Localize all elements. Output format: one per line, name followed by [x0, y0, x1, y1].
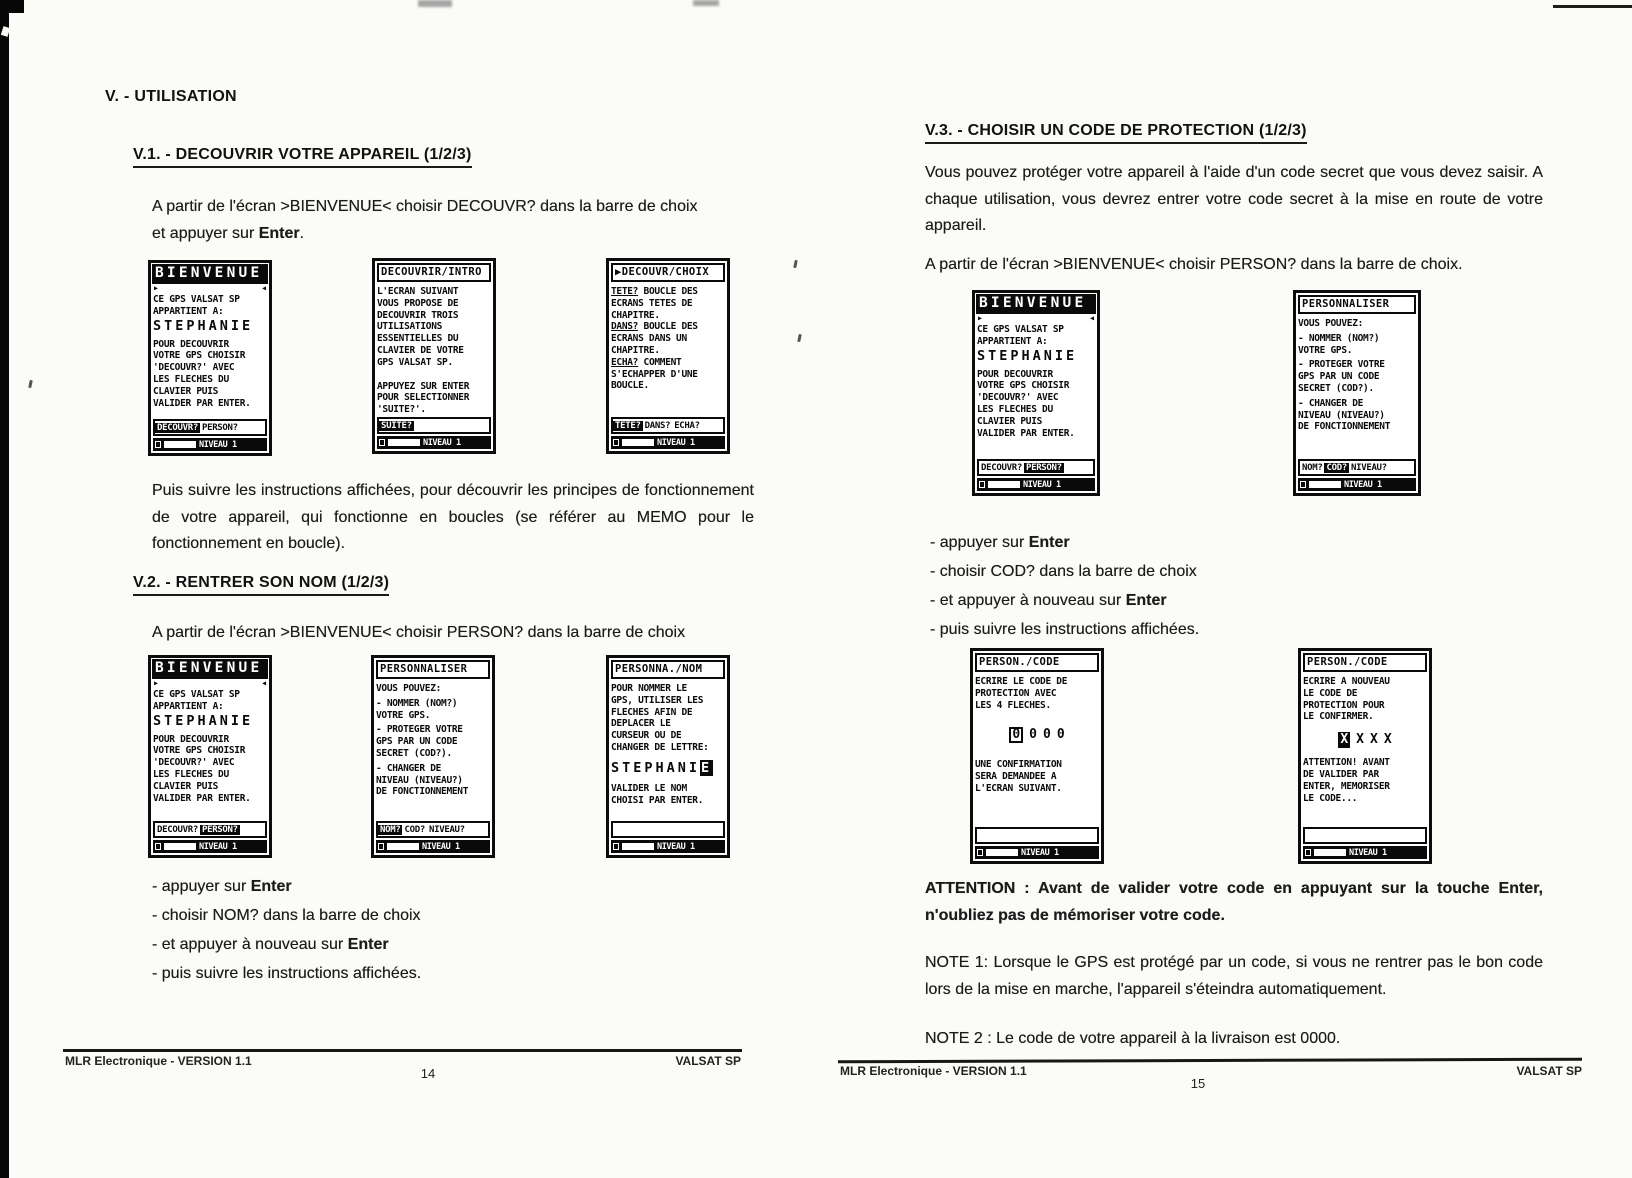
lcd-scroll-arrows: [154, 285, 266, 292]
choice-tete: TETE?: [615, 420, 641, 431]
bullet-item: [930, 557, 1199, 586]
scan-edge-strip: [0, 0, 9, 1178]
footer-brand: MLR Electronique - VERSION 1.1: [65, 1054, 252, 1068]
lcd-line: - NOMMER (NOM?): [376, 697, 458, 709]
lcd-line: - CHANGER DE: [1298, 397, 1364, 409]
lcd-title: PERSONNA./NOM: [611, 660, 725, 679]
choice-bar: [377, 417, 491, 434]
lcd-line: CURSEUR OU DE: [611, 730, 682, 742]
footer-rule: [838, 1058, 1582, 1064]
choice-person: PERSON?: [201, 824, 238, 835]
code-char: X: [1340, 732, 1349, 748]
progress-bar: [164, 843, 196, 850]
lcd-body: [153, 292, 267, 419]
scan-tick: [797, 334, 802, 342]
lcd-line: DEPLACER LE: [611, 718, 671, 730]
choice-echa: ECHA?: [674, 420, 700, 431]
lcd-line: CLAVIER PUIS: [153, 780, 219, 792]
lcd-line: VOUS PROPOSE DE: [377, 297, 459, 309]
lcd-line: VALIDER PAR ENTER.: [153, 792, 251, 804]
progress-bar: [988, 481, 1020, 488]
lcd-line: PROTECTION POUR: [1303, 699, 1385, 711]
status-bar: [377, 436, 491, 449]
footer-product: VALSAT SP: [675, 1054, 741, 1068]
lcd-line: - PROTEGER VOTRE: [1298, 359, 1385, 371]
lcd-line: CHAPITRE.: [611, 309, 660, 321]
status-label: NIVEAU 1: [199, 439, 237, 450]
lcd-line: DE VALIDER PAR: [1303, 768, 1379, 780]
lcd-line: - PROTEGER VOTRE: [376, 724, 463, 736]
attention-paragraph: ATTENTION : Avant de valider votre code en appuyant sur la touche Enter, n'oubliez pas de mémoriser votre code.: [925, 880, 1543, 924]
v1-intro-line1: A partir de l'écran >BIENVENUE< choisir DECOUVR? dans la barre de choix: [152, 198, 698, 215]
enter-key-label: Enter: [1125, 592, 1167, 609]
v3-paragraph-1: Vous pouvez protéger votre appareil à l'aide d'un code secret que vous devez saisir. A chaque utilisation, vous devrez entrer votre code secret à la mise en route de votre appareil.: [925, 164, 1543, 234]
code-char: 0: [1009, 727, 1023, 743]
lcd-title: PERSON./CODE: [975, 653, 1099, 672]
lcd-line: POUR SELECTIONNER: [377, 392, 470, 404]
lcd-line: ECRIRE A NOUVEAU: [1303, 676, 1390, 687]
bullet-item: [152, 872, 421, 901]
lcd-line: VALIDER PAR ENTER.: [977, 427, 1075, 439]
battery-icon: [378, 843, 384, 850]
choice-decouvr: DECOUVR?: [157, 824, 198, 835]
choice-niveau: NIVEAU?: [1350, 462, 1387, 473]
scan-tick: [793, 260, 798, 268]
enter-key-label: Enter: [1028, 534, 1070, 551]
lcd-body: [153, 687, 267, 821]
lcd-line: CE GPS VALSAT SP: [153, 294, 240, 305]
v2-bullet-list: [152, 872, 421, 988]
lcd-line: VALIDER PAR ENTER.: [153, 397, 251, 409]
code-char: 0: [1043, 727, 1051, 743]
lcd-line: ECRANS TETES DE: [611, 297, 693, 309]
battery-icon: [379, 439, 385, 446]
progress-bar: [164, 441, 196, 448]
v1-intro-line2: et appuyer sur: [152, 224, 259, 242]
lcd-line: GPS PAR UN CODE: [1298, 371, 1380, 383]
lcd-line: ESSENTIELLES DU: [377, 333, 459, 345]
lcd-screen-bienvenue-v2: [148, 655, 272, 858]
lcd-body: [1298, 316, 1416, 459]
lcd-gap: [975, 743, 1099, 759]
choice-dans: DANS?: [644, 420, 671, 431]
lcd-line: APPARTIENT A:: [153, 305, 224, 317]
lcd-title: BIENVENUE: [976, 294, 1096, 314]
lcd-title: BIENVENUE: [152, 659, 268, 679]
v1-intro: [152, 194, 756, 247]
v3-paragraph-2: A partir de l'écran >BIENVENUE< choisir PERSON? dans la barre de choix.: [925, 256, 1463, 273]
lcd-line: S'ECHAPPER D'UNE: [611, 368, 698, 380]
footer-product: VALSAT SP: [1516, 1064, 1582, 1078]
battery-icon: [155, 441, 161, 448]
note-2: NOTE 2 : Le code de votre appareil à la livraison est 0000.: [925, 1030, 1341, 1047]
bullet-item: [930, 586, 1199, 615]
lcd-line: 'DECOUVR?' AVEC: [153, 757, 235, 769]
code-char: X: [1383, 732, 1392, 748]
status-label: NIVEAU 1: [1023, 479, 1061, 490]
code-char: 0: [1056, 727, 1065, 743]
status-label: NIVEAU 1: [657, 437, 695, 448]
progress-bar: [388, 439, 420, 446]
lcd-line: FLECHES AFIN DE: [611, 706, 693, 718]
lcd-gap: [975, 711, 1099, 727]
lcd-line: VOTRE GPS CHOISIR: [977, 380, 1070, 392]
choice-bar: [153, 821, 267, 838]
lcd-body: [376, 681, 490, 821]
lcd-body: [975, 674, 1099, 827]
choice-bar: [611, 821, 725, 838]
lcd-line: 'DECOUVR?' AVEC: [153, 362, 235, 374]
v3-bullet-list: [930, 528, 1199, 644]
lcd-keyword: DANS?: [611, 321, 639, 333]
lcd-screen-personna-nom: [606, 655, 730, 858]
lcd-line: NIVEAU (NIVEAU?): [376, 774, 463, 786]
bullet-text: - et appuyer à nouveau sur: [930, 592, 1126, 609]
lcd-line: POUR NOMMER LE: [611, 683, 687, 694]
choice-nom: NOM?: [380, 824, 401, 835]
lcd-keyword: ECHA?: [611, 356, 639, 368]
lcd-line: GPS PAR UN CODE: [376, 736, 458, 748]
lcd-screen-bienvenue-v1: [148, 260, 272, 456]
v3-heading: V.3. - CHOISIR UN CODE DE PROTECTION (1/2/3): [925, 122, 1307, 144]
v2-heading: V.2. - RENTRER SON NOM (1/2/3): [133, 574, 389, 596]
lcd-line: CE GPS VALSAT SP: [153, 689, 240, 700]
bullet-item: [930, 528, 1199, 557]
progress-bar: [986, 849, 1018, 856]
battery-icon: [1305, 849, 1311, 856]
lcd-title: ▶DECOUVR/CHOIX: [611, 263, 725, 282]
battery-icon: [979, 481, 985, 488]
lcd-line: CLAVIER DE VOTRE: [377, 344, 464, 356]
lcd-gap: [1303, 748, 1427, 757]
battery-icon: [613, 843, 619, 850]
status-label: NIVEAU 1: [1349, 847, 1387, 858]
lcd-keyword: TETE?: [611, 286, 639, 297]
status-bar: [153, 840, 267, 853]
lcd-screen-person-code-confirm: [1298, 648, 1432, 864]
enter-key-label: Enter: [258, 224, 300, 242]
lcd-screen-decouvr-choix: [606, 258, 730, 454]
choice-niveau: NIVEAU?: [428, 824, 465, 835]
lcd-line: ATTENTION! AVANT: [1303, 757, 1390, 769]
choice-bar: [376, 821, 490, 838]
choice-suite: SUITE?: [381, 420, 412, 431]
status-label: NIVEAU 1: [1344, 479, 1382, 490]
choice-cod: COD?: [404, 824, 425, 835]
lcd-line: PROTECTION AVEC: [975, 687, 1057, 699]
lcd-line: CHOISI PAR ENTER.: [611, 794, 704, 806]
lcd-line: DANS? BOUCLE DES: [611, 321, 698, 333]
lcd-line: - CHANGER DE: [376, 762, 442, 774]
code-char: X: [1370, 732, 1378, 748]
lcd-line: - NOMMER (NOM?): [1298, 332, 1380, 344]
lcd-line: ECRANS DANS UN: [611, 333, 687, 345]
lcd-line: POUR DECOUVRIR: [153, 338, 229, 350]
lcd-line: L'ECRAN SUIVANT.: [975, 782, 1062, 794]
bullet-text: - puis suivre les instructions affichées.: [930, 621, 1200, 638]
scan-top-right-line: [1553, 5, 1632, 8]
lcd-line: VOUS POUVEZ:: [376, 683, 442, 694]
lcd-line: GPS VALSAT SP.: [377, 356, 453, 368]
lcd-screen-decouvrir-intro: [372, 258, 496, 454]
section-title: V. - UTILISATION: [105, 88, 237, 105]
choice-person: PERSON?: [201, 422, 238, 433]
lcd-line: APPARTIENT A:: [977, 335, 1048, 347]
lcd-line: VOTRE GPS CHOISIR: [153, 745, 246, 757]
choice-bar: [1303, 827, 1427, 844]
arrow-left-icon: ◀: [262, 679, 266, 687]
lcd-line: VOTRE GPS CHOISIR: [153, 350, 246, 362]
bullet-text: - appuyer sur: [930, 534, 1029, 551]
lcd-line: DE FONCTIONNEMENT: [376, 786, 469, 798]
choice-decouvr: DECOUVR?: [157, 422, 198, 433]
choice-bar: [977, 459, 1095, 476]
lcd-body: [611, 681, 725, 821]
lcd-line: VOTRE GPS.: [1298, 344, 1353, 356]
v1-heading: V.1. - DECOUVRIR VOTRE APPAREIL (1/2/3): [133, 146, 472, 168]
status-bar: [975, 846, 1099, 859]
lcd-screen-person-code-entry: [970, 648, 1104, 864]
enter-key-label: Enter: [250, 878, 292, 895]
lcd-line: ENTER, MEMORISER: [1303, 780, 1390, 792]
lcd-line: VALIDER LE NOM: [611, 782, 687, 794]
lcd-line: SERA DEMANDEE A: [975, 771, 1057, 783]
bullet-item: [930, 615, 1199, 644]
lcd-screen-bienvenue-v3: [972, 290, 1100, 496]
battery-icon: [977, 849, 983, 856]
choice-bar: [153, 419, 267, 436]
choice-nom: NOM?: [1302, 462, 1323, 473]
bullet-text: - et appuyer à nouveau sur: [152, 936, 348, 953]
lcd-line: POUR DECOUVRIR: [977, 368, 1053, 380]
status-bar: [1298, 478, 1416, 491]
lcd-line: ECHA? COMMENT: [611, 356, 682, 368]
lcd-line: LES FLECHES DU: [977, 403, 1053, 415]
progress-bar: [1314, 849, 1346, 856]
lcd-scroll-arrows: [978, 315, 1094, 322]
arrow-right-icon: ▶: [154, 679, 158, 687]
lcd-gap: [1303, 723, 1427, 732]
battery-icon: [155, 843, 161, 850]
lcd-screen-personnaliser-cod: [1293, 290, 1421, 496]
lcd-line: LES FLECHES DU: [153, 373, 229, 385]
code-display: [975, 727, 1099, 743]
bullet-item: [152, 930, 421, 959]
lcd-line: LE CODE DE: [1303, 687, 1358, 699]
lcd-line: SECRET (COD?).: [1298, 382, 1374, 394]
v2-intro: A partir de l'écran >BIENVENUE< choisir PERSON? dans la barre de choix: [152, 624, 686, 641]
choice-bar: [1298, 459, 1416, 476]
status-label: NIVEAU 1: [199, 841, 237, 852]
progress-bar: [622, 439, 654, 446]
lcd-line: VOUS POUVEZ:: [1298, 318, 1364, 329]
lcd-line: UNE CONFIRMATION: [975, 759, 1062, 771]
lcd-body: [377, 284, 491, 417]
scan-tick: [28, 380, 33, 388]
lcd-line: DE FONCTIONNEMENT: [1298, 421, 1391, 433]
lcd-title: PERSONNALISER: [376, 660, 490, 679]
status-bar: [1303, 846, 1427, 859]
lcd-line: UTILISATIONS: [377, 321, 443, 333]
choice-person: PERSON?: [1025, 462, 1062, 473]
bullet-item: [152, 959, 421, 988]
lcd-body: [1303, 674, 1427, 827]
bullet-text: - choisir NOM? dans la barre de choix: [152, 907, 421, 924]
code-display: [1303, 732, 1427, 748]
status-bar: [153, 438, 267, 451]
status-label: NIVEAU 1: [423, 437, 461, 448]
v1-intro-line2-end: .: [299, 224, 305, 242]
lcd-screen-personnaliser-nom: [371, 655, 495, 858]
lcd-line: STEPHANIE: [153, 712, 254, 729]
status-label: NIVEAU 1: [422, 841, 460, 852]
lcd-line: NIVEAU (NIVEAU?): [1298, 409, 1385, 421]
lcd-line: 'DECOUVR?' AVEC: [977, 392, 1059, 404]
lcd-line: SECRET (COD?).: [376, 747, 452, 759]
battery-icon: [1300, 481, 1306, 488]
lcd-line: STEPHANIE: [611, 759, 713, 776]
lcd-line: L'ECRAN SUIVANT: [377, 286, 459, 297]
lcd-line: LES FLECHES DU: [153, 768, 229, 780]
choice-cod: COD?: [1326, 462, 1347, 473]
enter-key-label: Enter: [347, 936, 389, 953]
lcd-line: DECOUVRIR TROIS: [377, 309, 459, 321]
lcd-line: APPUYEZ SUR ENTER: [377, 380, 470, 392]
arrow-right-icon: ▶: [978, 314, 982, 322]
status-label: NIVEAU 1: [1021, 847, 1059, 858]
scan-smudge: [693, 0, 719, 6]
choice-decouvr: DECOUVR?: [981, 462, 1022, 473]
status-label: NIVEAU 1: [657, 841, 695, 852]
progress-bar: [622, 843, 654, 850]
code-char: X: [1356, 732, 1364, 748]
lcd-line: ECRIRE LE CODE DE: [975, 676, 1068, 687]
lcd-line: STEPHANIE: [977, 347, 1078, 364]
arrow-right-icon: ▶: [154, 284, 158, 292]
lcd-line: CLAVIER PUIS: [977, 415, 1043, 427]
lcd-line: CHANGER DE LETTRE:: [611, 741, 709, 753]
bullet-text: - choisir COD? dans la barre de choix: [930, 563, 1197, 580]
lcd-body: [611, 284, 725, 417]
lcd-title: DECOUVRIR/INTRO: [377, 263, 491, 282]
lcd-line: GPS, UTILISER LES: [611, 694, 704, 706]
code-char: 0: [1029, 727, 1037, 743]
lcd-title: BIENVENUE: [152, 264, 268, 284]
lcd-line: BOUCLE.: [611, 380, 649, 392]
page-number-15: 15: [1190, 1076, 1206, 1091]
lcd-line: CE GPS VALSAT SP: [977, 324, 1064, 335]
status-bar: [376, 840, 490, 853]
lcd-line: LE CODE...: [1303, 792, 1358, 804]
bullet-text: - puis suivre les instructions affichées.: [152, 965, 422, 982]
bullet-item: [152, 901, 421, 930]
status-bar: [977, 478, 1095, 491]
lcd-line: POUR DECOUVRIR: [153, 733, 229, 745]
lcd-line: STEPHANIE: [153, 317, 254, 334]
lcd-line: LES 4 FLECHES.: [975, 699, 1051, 711]
status-bar: [611, 436, 725, 449]
v1-after-paragraph: Puis suivre les instructions affichées, pour découvrir les principes de fonctionnement de votre appareil, qui fonctionne en boucles (se référer au MEMO pour le fonctionnement en boucle).: [152, 482, 754, 552]
lcd-title: PERSON./CODE: [1303, 653, 1427, 672]
scan-smudge: [418, 0, 452, 7]
bullet-text: - appuyer sur: [152, 878, 251, 895]
lcd-gap: [377, 369, 491, 381]
lcd-body: [977, 322, 1095, 459]
lcd-scroll-arrows: [154, 680, 266, 687]
lcd-title: PERSONNALISER: [1298, 295, 1416, 314]
choice-bar: [611, 417, 725, 434]
progress-bar: [387, 843, 419, 850]
choice-bar: [975, 827, 1099, 844]
lcd-line: APPARTIENT A:: [153, 700, 224, 712]
status-bar: [611, 840, 725, 853]
arrow-left-icon: ◀: [262, 284, 266, 292]
lcd-line: CHAPITRE.: [611, 344, 660, 356]
lcd-line: VOTRE GPS.: [376, 709, 431, 721]
text-cursor: E: [701, 759, 713, 776]
footer-brand: MLR Electronique - VERSION 1.1: [840, 1064, 1027, 1078]
battery-icon: [613, 439, 619, 446]
lcd-line: CLAVIER PUIS: [153, 385, 219, 397]
lcd-line: TETE? BOUCLE DES: [611, 286, 698, 297]
footer-rule: [63, 1049, 742, 1052]
scan-corner-mark: [0, 0, 24, 13]
lcd-line: LE CONFIRMER.: [1303, 711, 1374, 723]
page-number-14: 14: [420, 1066, 436, 1081]
note-1: NOTE 1: Lorsque le GPS est protégé par un code, si vous ne rentrer pas le bon code lors de la mise en marche, l'appareil s'éteindra automatiquement.: [925, 954, 1543, 998]
arrow-left-icon: ◀: [1090, 314, 1094, 322]
lcd-line: 'SUITE?'.: [377, 404, 426, 416]
progress-bar: [1309, 481, 1341, 488]
